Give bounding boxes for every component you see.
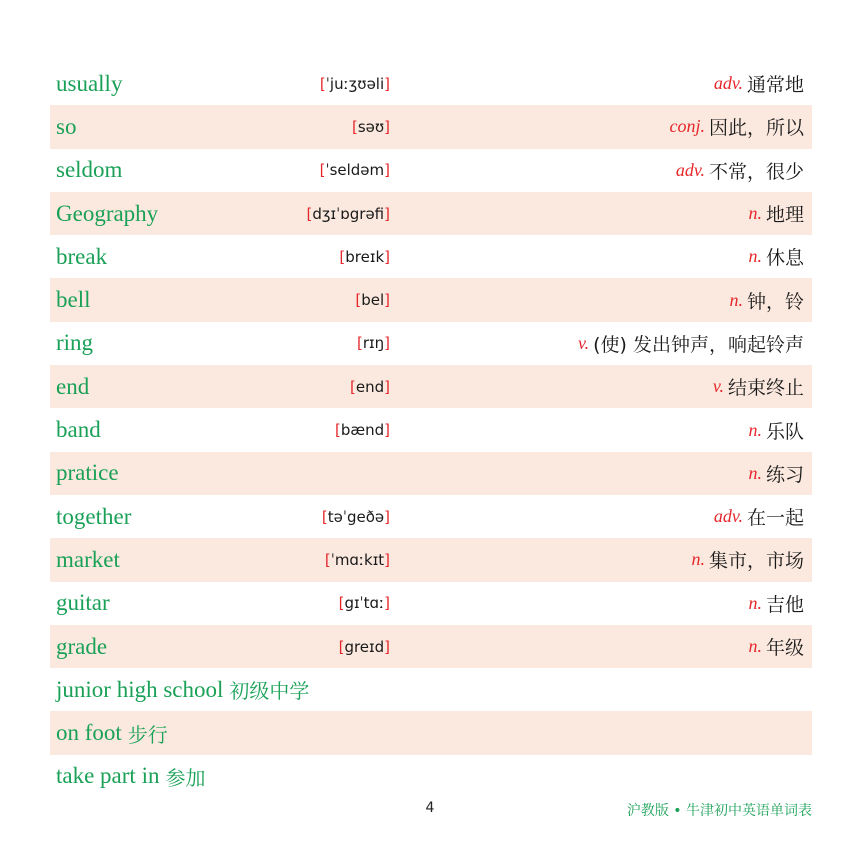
part-of-speech: adv. — [713, 506, 743, 527]
phrase-row — [50, 668, 812, 711]
part-of-speech: n. — [748, 592, 762, 613]
phrase-english: take part in — [56, 763, 160, 789]
vocab-word: market — [56, 546, 120, 572]
vocab-word: ring — [56, 330, 94, 356]
vocab-word: usually — [56, 70, 123, 96]
phrase-english: on foot — [56, 720, 122, 746]
meaning: (使) 发出钟声，响起铃声 — [593, 333, 804, 356]
phrase — [56, 668, 309, 711]
meaning: 乐队 — [765, 420, 804, 443]
vocab-row-bell: bell [bel] n. 钟，铃 — [50, 278, 812, 321]
meaning: 钟，铃 — [746, 290, 804, 313]
vocab-row-grade: grade [greɪd] n. 年级 — [50, 625, 812, 668]
vocab-word: Geography — [56, 200, 159, 226]
part-of-speech: n. — [691, 549, 705, 570]
part-of-speech: conj. — [669, 116, 705, 137]
vocab-row-so: so [səʊ] conj. 因此，所以 — [50, 105, 812, 148]
meaning: 因此，所以 — [708, 117, 804, 140]
vocab-definition — [748, 452, 804, 495]
part-of-speech: adv. — [675, 159, 705, 180]
vocab-definition — [713, 365, 804, 408]
vocab-word: bell — [56, 287, 91, 313]
meaning: 不常，很少 — [708, 160, 804, 183]
vocab-definition — [676, 149, 804, 192]
part-of-speech: v. — [712, 376, 724, 397]
meaning: 集市，市场 — [708, 550, 804, 573]
vocab-definition — [729, 278, 804, 321]
meaning: 结束终止 — [727, 377, 804, 400]
vocab-row-together: together [təˈgeðə] adv. 在一起 — [50, 495, 812, 538]
meaning: 休息 — [765, 247, 804, 270]
phrase-row — [50, 755, 812, 798]
part-of-speech: n. — [748, 462, 762, 483]
phrase — [56, 711, 168, 754]
part-of-speech: n. — [748, 419, 762, 440]
vocab-definition — [714, 62, 804, 105]
meaning: 年级 — [765, 637, 804, 659]
phrase-english: junior high school — [56, 676, 224, 702]
vocab-row-geography: Geography [dʒɪˈɒgrəfi] n. 地理 — [50, 192, 812, 235]
meaning: 通常地 — [746, 74, 804, 97]
vocab-definition — [714, 495, 804, 538]
vocab-row-market: market [ˈmɑːkɪt] n. 集市，市场 — [50, 538, 812, 581]
vocab-definition — [748, 192, 804, 235]
vocab-word: break — [56, 243, 108, 269]
part-of-speech: adv. — [713, 73, 743, 94]
part-of-speech: n. — [748, 636, 762, 656]
vocabulary-table — [50, 62, 812, 798]
vocab-definition — [578, 322, 804, 365]
phrase-chinese: 参加 — [165, 765, 206, 790]
vocab-word: end — [56, 373, 90, 399]
part-of-speech: n. — [748, 246, 762, 267]
meaning: 练习 — [765, 463, 804, 486]
vocab-definition — [748, 582, 804, 625]
vocab-word: band — [56, 417, 101, 443]
vocab-word: guitar — [56, 590, 110, 616]
phrase — [56, 755, 205, 798]
vocab-row-seldom: seldom [ˈseldəm] adv. 不常，很少 — [50, 149, 812, 192]
vocab-definition — [748, 235, 804, 278]
part-of-speech: n. — [729, 289, 743, 310]
meaning: 吉他 — [765, 593, 804, 616]
vocab-word: so — [56, 113, 77, 139]
part-of-speech: v. — [577, 332, 590, 353]
vocab-definition — [691, 538, 804, 581]
vocab-row-band: band [bænd] n. 乐队 — [50, 408, 812, 451]
part-of-speech: n. — [748, 203, 762, 224]
vocab-word: grade — [56, 633, 108, 659]
vocab-word: together — [56, 503, 132, 529]
book-title: 沪教版 • 牛津初中英语单词表 — [626, 803, 812, 819]
vocab-row-usually: usually [ˈjuːʒʊəli] adv. 通常地 — [50, 62, 812, 105]
vocab-row-end: end [end] v. 结束终止 — [50, 365, 812, 408]
meaning: 在一起 — [746, 507, 804, 530]
phrase-chinese: 步行 — [127, 722, 168, 747]
vocab-row-break: break [breɪk] n. 休息 — [50, 235, 812, 278]
vocab-word: pratice — [56, 460, 119, 486]
page-number: 4 — [425, 800, 435, 816]
vocab-row-guitar: guitar [gɪˈtɑː] n. 吉他 — [50, 582, 812, 625]
phrase-chinese: 初级中学 — [229, 679, 310, 704]
vocab-word: seldom — [56, 157, 123, 183]
vocab-row-ring: ring [rɪŋ] v. (使) 发出钟声，响起铃声 — [50, 322, 812, 365]
phrase-row — [50, 711, 812, 754]
vocab-row-pratice — [50, 452, 812, 495]
vocab-definition — [669, 105, 804, 148]
vocab-definition — [748, 625, 804, 668]
vocab-definition — [748, 408, 804, 451]
meaning: 地理 — [765, 204, 804, 227]
